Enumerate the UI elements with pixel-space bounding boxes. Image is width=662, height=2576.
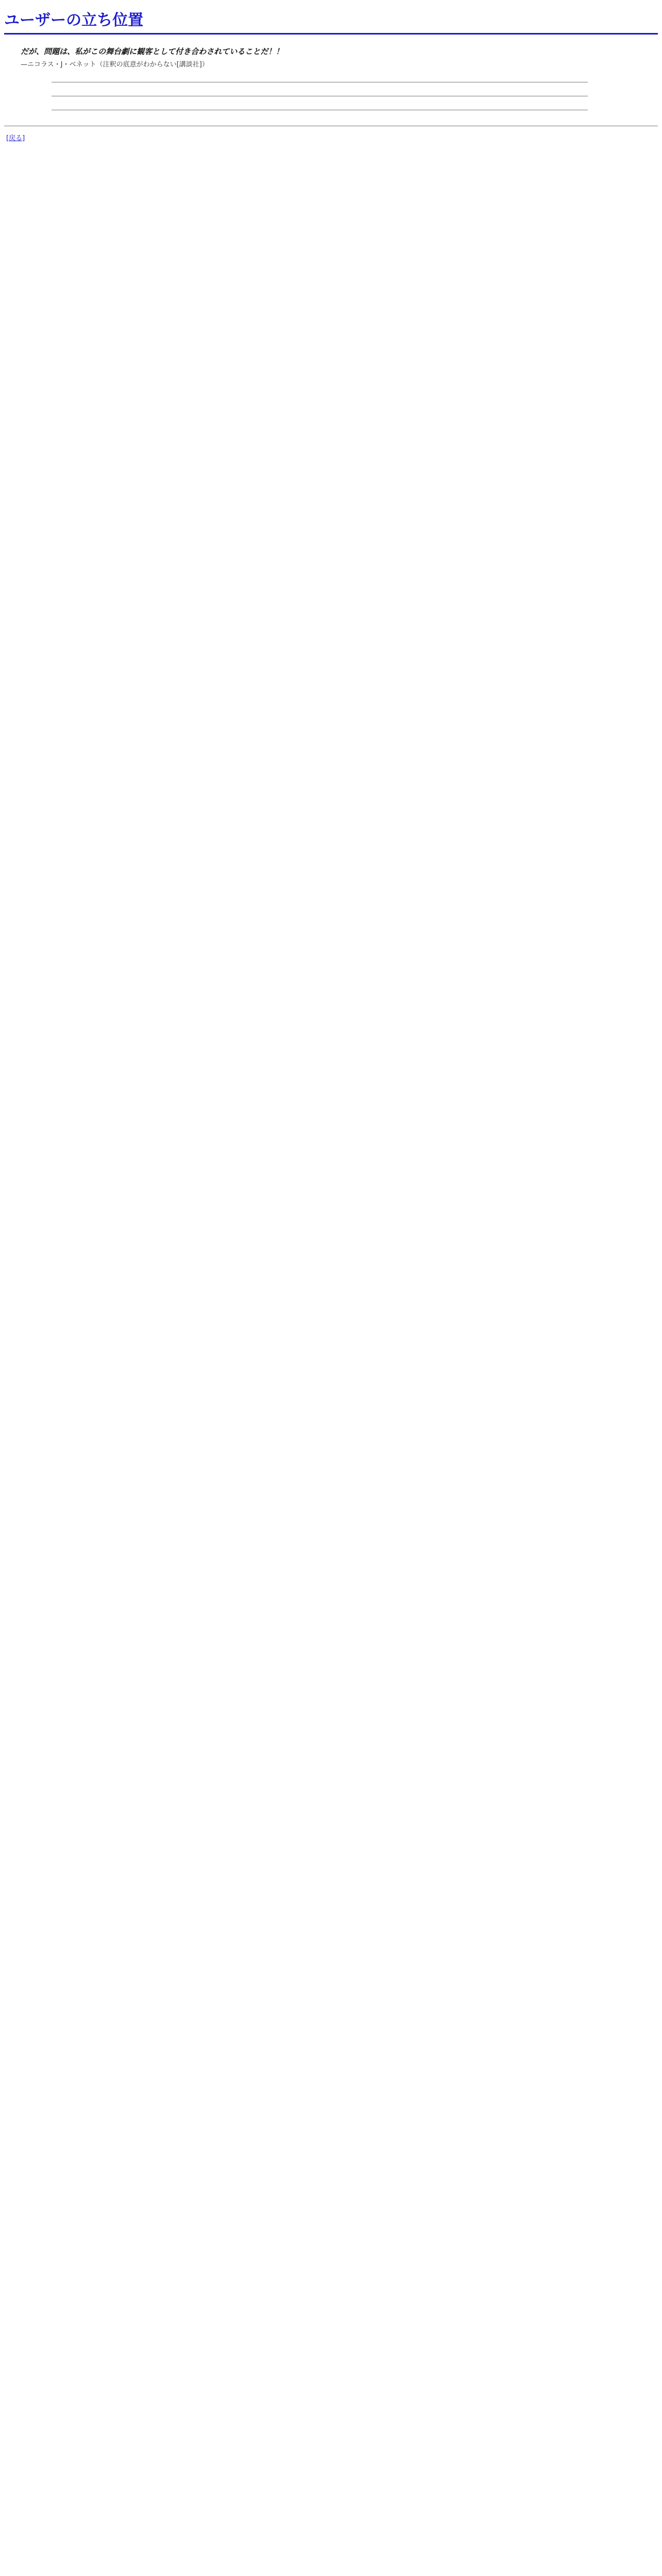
epigraph bbox=[21, 46, 662, 69]
epigraph-attribution: —ニコラス・J・ベネット（注釈の底意がわからない[講談社]） bbox=[21, 61, 209, 69]
article-page bbox=[0, 0, 662, 163]
epigraph-quote: だが、問題は、私がこの舞台劇に観客として付き合わされていることだ！！ bbox=[21, 47, 284, 56]
page-title: ユーザーの立ち位置 bbox=[4, 7, 658, 35]
back-link[interactable]: [戻る] bbox=[6, 134, 25, 142]
